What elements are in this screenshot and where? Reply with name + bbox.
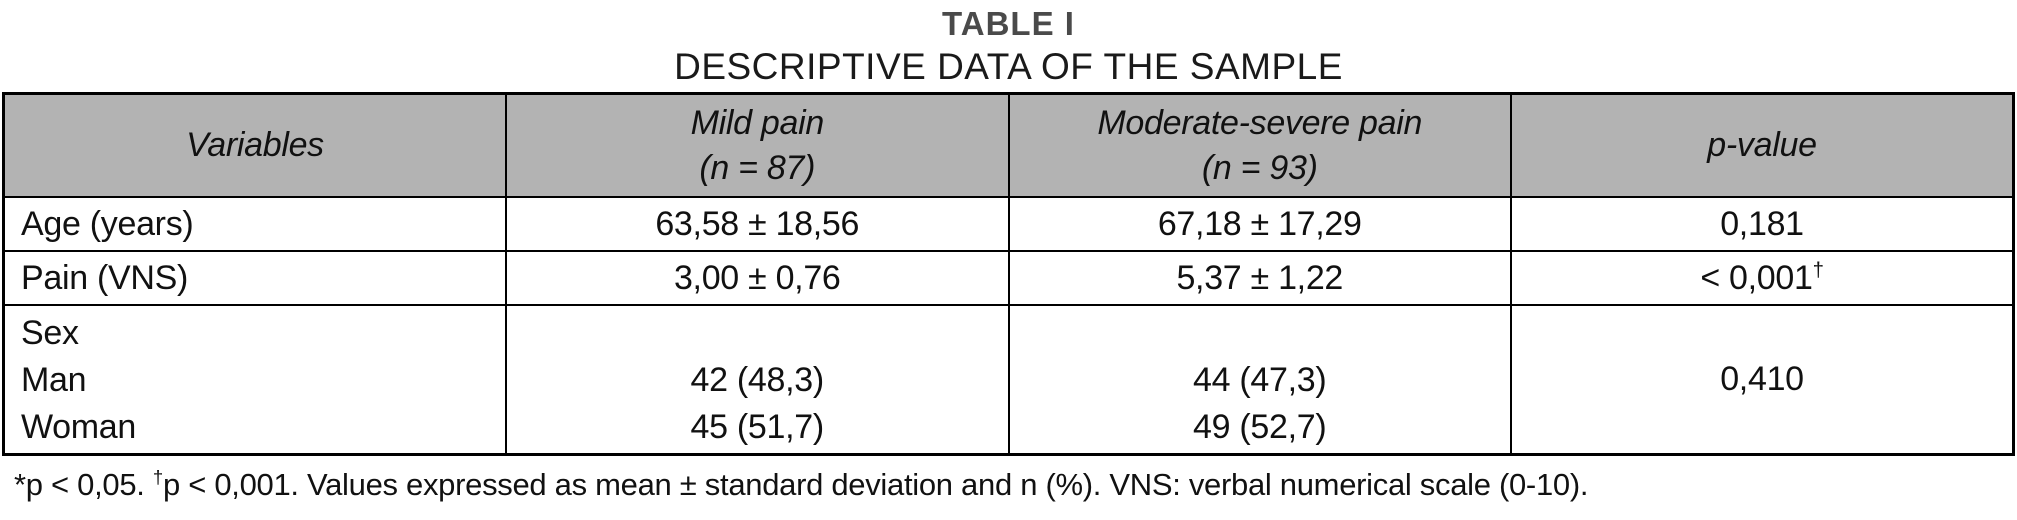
age-mild-value: 63,58 ± 18,56 (506, 197, 1009, 251)
table-row-age (4, 197, 2014, 251)
footnote-dagger-marker: † (152, 466, 163, 488)
table-row-sex (4, 305, 2014, 455)
col-header-p-value-label: p-value (1707, 126, 1817, 164)
sex-mild-spacer (508, 310, 1007, 357)
sex-moderate-spacer (1011, 310, 1510, 357)
sex-woman-moderate-value: 49 (52,7) (1193, 408, 1327, 446)
col-header-p-value (1511, 94, 2014, 198)
pain-moderate-value: 5,37 ± 1,22 (1009, 251, 1512, 305)
sex-man-mild-value: 42 (48,3) (690, 361, 824, 399)
pain-p-value-text: < 0,001 (1700, 258, 1813, 297)
footnote-text: p < 0,001. Values expressed as mean ± standard deviation and n (%). VNS: verbal numerical scale (0-10). (162, 467, 1589, 502)
col-header-variables (4, 94, 507, 198)
sex-label: Sex (21, 314, 79, 352)
table-row-pain (4, 251, 2014, 305)
table-header-row (4, 94, 2014, 198)
table-subtitle: DESCRIPTIVE DATA OF THE SAMPLE (674, 46, 1343, 87)
col-header-mild-pain (506, 94, 1009, 198)
sex-woman-mild-value: 45 (51,7) (690, 408, 824, 446)
col-header-mild-pain-line2: (n = 87) (699, 148, 816, 187)
table-footnote (0, 456, 2017, 505)
footnote-significance-05: *p < 0,05. (14, 467, 153, 502)
col-header-variables-label: Variables (186, 126, 324, 164)
col-header-moderate-pain-line1: Moderate-severe pain (1097, 103, 1423, 142)
col-header-moderate-pain-line2: (n = 93) (1201, 148, 1318, 187)
sex-p-value: 0,410 (1511, 305, 2014, 455)
col-header-mild-pain-line1: Mild pain (690, 103, 824, 142)
age-p-value: 0,181 (1511, 197, 2014, 251)
age-variable-cell: Age (years) (4, 197, 507, 251)
pain-mild-value: 3,00 ± 0,76 (506, 251, 1009, 305)
sex-moderate-values (1009, 305, 1512, 455)
sex-mild-values (506, 305, 1009, 455)
dagger-marker: † (1812, 259, 1824, 282)
col-header-moderate-pain (1009, 94, 1512, 198)
sex-man-label: Man (21, 361, 87, 399)
table-title: TABLE I (942, 5, 1075, 42)
pain-p-value (1511, 251, 2014, 305)
sex-man-moderate-value: 44 (47,3) (1193, 361, 1327, 399)
age-moderate-value: 67,18 ± 17,29 (1009, 197, 1512, 251)
descriptive-data-table (2, 92, 2015, 456)
sex-woman-label: Woman (21, 408, 137, 446)
sex-variable-cell (4, 305, 507, 455)
pain-variable-cell: Pain (VNS) (4, 251, 507, 305)
